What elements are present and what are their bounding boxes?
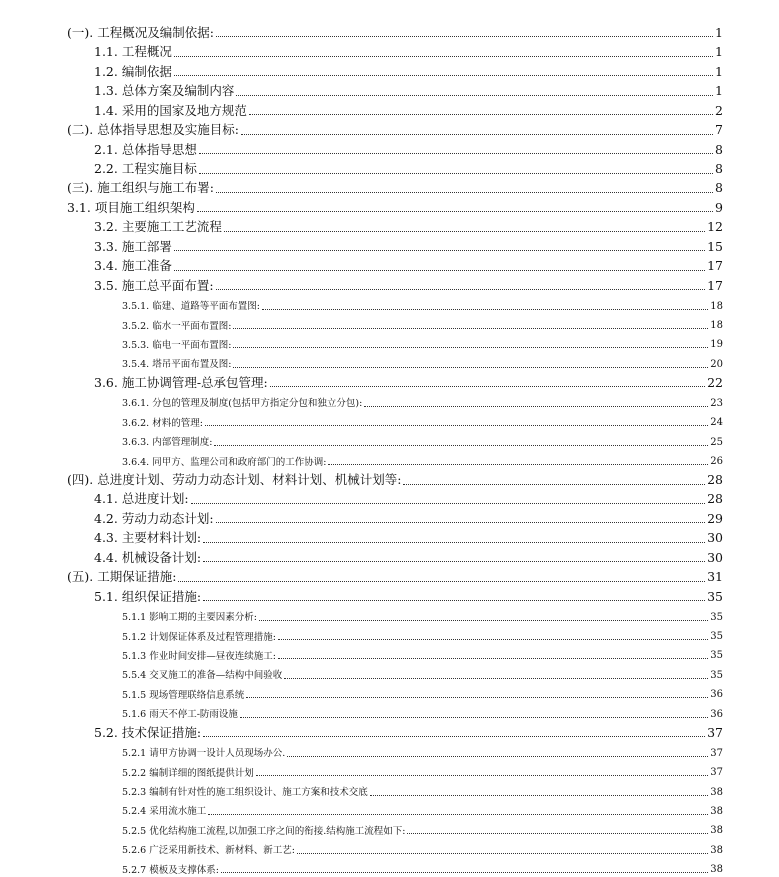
toc-entry-title: 5.2.2 编制详细的图纸提供计划 bbox=[122, 767, 254, 779]
toc-entry[interactable] bbox=[0, 722, 779, 741]
toc-entry-page-number: 7 bbox=[715, 122, 723, 138]
toc-entry[interactable] bbox=[0, 644, 779, 663]
toc-entry-page-number: 8 bbox=[715, 161, 723, 176]
toc-entry[interactable] bbox=[0, 858, 779, 877]
toc-entry-page-number: 29 bbox=[707, 510, 723, 526]
toc-entry[interactable] bbox=[0, 625, 779, 644]
toc-entry-title: 4.1. 总进度计划: bbox=[94, 491, 189, 507]
toc-entry-title: 1.1. 工程概况 bbox=[94, 44, 172, 60]
dot-leader bbox=[174, 75, 713, 76]
toc-entry[interactable] bbox=[0, 294, 779, 313]
dot-leader bbox=[205, 425, 708, 426]
toc-entry-title: 5.2.5 优化结构施工流程,以加强工序之间的衔接.结构施工流程如下: bbox=[122, 825, 406, 837]
dot-leader bbox=[233, 328, 708, 329]
toc-entry-title: 5.2.6 广泛采用新技术、新材料、新工艺: bbox=[122, 845, 295, 857]
toc-entry-page-number: 17 bbox=[707, 277, 723, 293]
dot-leader bbox=[370, 795, 709, 796]
toc-entry-title: 3.4. 施工准备 bbox=[94, 258, 172, 274]
toc-entry[interactable] bbox=[0, 22, 779, 41]
toc-entry-title: 3.6.3. 内部管理制度: bbox=[122, 437, 213, 449]
toc-entry-page-number: 1 bbox=[715, 24, 723, 40]
toc-entry[interactable] bbox=[0, 372, 779, 391]
toc-entry-title: 3.6.2. 材料的管理: bbox=[122, 417, 203, 429]
toc-entry[interactable] bbox=[0, 236, 779, 255]
toc-entry-title: 5.1.5 现场管理联络信息系统 bbox=[122, 689, 245, 701]
toc-entry-page-number: 36 bbox=[710, 708, 723, 720]
toc-entry-title: (五). 工期保证措施: bbox=[67, 569, 177, 585]
toc-entry-title: 3.6.4. 同甲方、监理公司和政府部门的工作协调: bbox=[122, 456, 327, 468]
dot-leader bbox=[284, 678, 708, 679]
toc-entry-page-number: 30 bbox=[707, 530, 723, 546]
toc-entry-page-number: 1 bbox=[715, 44, 723, 60]
toc-entry-page-number: 2 bbox=[715, 102, 723, 118]
dot-leader bbox=[216, 36, 713, 37]
toc-entry[interactable] bbox=[0, 100, 779, 119]
dot-leader bbox=[216, 192, 713, 193]
dot-leader bbox=[203, 600, 705, 601]
toc-entry-title: 5.1.1 影响工期的主要因素分析: bbox=[122, 612, 257, 624]
toc-entry-title: 3.5.4. 塔吊平面布置及图: bbox=[122, 359, 232, 371]
toc-entry-page-number: 35 bbox=[710, 669, 723, 681]
toc-entry[interactable] bbox=[0, 508, 779, 527]
dot-leader bbox=[178, 581, 705, 582]
toc-entry-title: (一). 工程概况及编制依据: bbox=[67, 24, 214, 40]
toc-entry-page-number: 37 bbox=[710, 747, 723, 759]
toc-entry-title: 3.5. 施工总平面布置: bbox=[94, 277, 214, 293]
dot-leader bbox=[203, 542, 705, 543]
dot-leader bbox=[297, 853, 708, 854]
toc-entry[interactable] bbox=[0, 469, 779, 488]
toc-entry-page-number: 19 bbox=[710, 339, 723, 351]
dot-leader bbox=[328, 464, 708, 465]
toc-entry[interactable] bbox=[0, 333, 779, 352]
toc-entry-title: 3.3. 施工部署 bbox=[94, 238, 172, 254]
toc-entry-title: 5.1.6 雨天不停工-防雨设施 bbox=[122, 709, 238, 721]
toc-entry-title: 4.4. 机械设备计划: bbox=[94, 549, 202, 565]
toc-entry-page-number: 38 bbox=[710, 805, 723, 817]
toc-entry-title: 5.1.3 作业时间安排—昼夜连续施工: bbox=[122, 650, 276, 662]
dot-leader bbox=[224, 231, 705, 232]
toc-entry[interactable] bbox=[0, 527, 779, 546]
toc-entry-page-number: 30 bbox=[707, 549, 723, 565]
toc-entry-page-number: 28 bbox=[707, 491, 723, 507]
dot-leader bbox=[241, 134, 713, 135]
toc-entry-title: 3.5.3. 临电一平面布置图: bbox=[122, 339, 232, 351]
dot-leader bbox=[249, 114, 713, 115]
toc-entry[interactable] bbox=[0, 255, 779, 274]
dot-leader bbox=[221, 872, 708, 873]
toc-entry-page-number: 1 bbox=[715, 83, 723, 99]
toc-entry-title: 5.1. 组织保证措施: bbox=[94, 588, 202, 604]
toc-entry-page-number: 35 bbox=[710, 631, 723, 642]
toc-entry-page-number: 20 bbox=[710, 358, 723, 370]
dot-leader bbox=[233, 367, 708, 368]
toc-entry-page-number: 38 bbox=[710, 844, 723, 856]
toc-entry[interactable] bbox=[0, 547, 779, 566]
toc-entry-page-number: 15 bbox=[707, 238, 723, 254]
dot-leader bbox=[216, 289, 706, 290]
toc-entry[interactable] bbox=[0, 430, 779, 449]
dot-leader bbox=[208, 814, 708, 815]
toc-entry-page-number: 8 bbox=[715, 180, 723, 196]
toc-entry[interactable] bbox=[0, 800, 779, 819]
dot-leader bbox=[203, 736, 705, 737]
dot-leader bbox=[246, 697, 708, 698]
toc-entry-title: 5.2.3 编制有针对性的施工组织设计、施工方案和技术交底 bbox=[122, 787, 368, 798]
toc-entry[interactable] bbox=[0, 819, 779, 838]
dot-leader bbox=[199, 173, 713, 174]
dot-leader bbox=[403, 484, 705, 485]
dot-leader bbox=[278, 639, 708, 640]
toc-entry[interactable] bbox=[0, 119, 779, 138]
toc-entry[interactable] bbox=[0, 197, 779, 216]
toc-entry-title: 5.2.7 模板及支撑体系: bbox=[122, 864, 219, 876]
dot-leader bbox=[236, 95, 713, 96]
dot-leader bbox=[191, 503, 706, 504]
dot-leader bbox=[174, 270, 705, 271]
toc-entry[interactable] bbox=[0, 80, 779, 99]
toc-entry-page-number: 26 bbox=[710, 456, 723, 468]
toc-entry[interactable] bbox=[0, 605, 779, 624]
toc-entry-page-number: 22 bbox=[707, 374, 723, 390]
toc-entry-page-number: 18 bbox=[710, 300, 723, 312]
toc-entry-page-number: 36 bbox=[710, 689, 723, 701]
toc-entry[interactable] bbox=[0, 314, 779, 333]
toc-entry-title: 4.2. 劳动力动态计划: bbox=[94, 510, 214, 526]
dot-leader bbox=[174, 56, 713, 57]
toc-entry[interactable] bbox=[0, 586, 779, 605]
toc-entry-title: 1.4. 采用的国家及地方规范 bbox=[94, 102, 247, 118]
toc-entry-page-number: 24 bbox=[710, 417, 723, 429]
toc-entry[interactable] bbox=[0, 450, 779, 469]
toc-entry-page-number: 28 bbox=[707, 472, 723, 487]
toc-entry[interactable] bbox=[0, 741, 779, 760]
toc-entry-title: 5.2.1 请甲方协调一设计人员现场办公. bbox=[122, 748, 286, 760]
toc-entry-title: 5.5.4 交叉施工的准备—结构中间验收 bbox=[122, 670, 283, 682]
dot-leader bbox=[240, 717, 708, 718]
dot-leader bbox=[270, 386, 705, 387]
toc-entry-page-number: 35 bbox=[707, 588, 723, 604]
dot-leader bbox=[407, 833, 708, 834]
toc-entry-title: 5.2.4 采用流水施工 bbox=[122, 806, 207, 818]
toc-entry[interactable] bbox=[0, 761, 779, 780]
toc-entry-title: 1.2. 编制依据 bbox=[94, 63, 172, 79]
dot-leader bbox=[214, 445, 708, 446]
dot-leader bbox=[199, 153, 713, 154]
toc-entry-page-number: 1 bbox=[715, 63, 723, 79]
toc-entry[interactable] bbox=[0, 702, 779, 721]
toc-entry-page-number: 38 bbox=[710, 786, 723, 798]
toc-entry[interactable] bbox=[0, 61, 779, 80]
dot-leader bbox=[203, 561, 705, 562]
toc-entry-title: (三). 施工组织与施工布署: bbox=[67, 180, 214, 196]
toc-entry[interactable] bbox=[0, 216, 779, 235]
toc-entry[interactable] bbox=[0, 275, 779, 294]
toc-entry[interactable] bbox=[0, 391, 779, 410]
toc-entry-page-number: 37 bbox=[710, 767, 723, 779]
table-of-contents bbox=[0, 22, 779, 877]
toc-entry[interactable] bbox=[0, 158, 779, 177]
toc-entry[interactable] bbox=[0, 139, 779, 158]
dot-leader bbox=[197, 211, 713, 212]
toc-entry-page-number: 23 bbox=[710, 397, 723, 409]
toc-entry-page-number: 18 bbox=[710, 320, 723, 331]
dot-leader bbox=[278, 658, 708, 659]
toc-entry-page-number: 12 bbox=[707, 219, 723, 235]
dot-leader bbox=[364, 406, 708, 407]
dot-leader bbox=[262, 309, 708, 310]
toc-entry-page-number: 37 bbox=[707, 724, 723, 740]
toc-entry[interactable] bbox=[0, 780, 779, 799]
toc-entry-page-number: 35 bbox=[710, 611, 723, 623]
toc-entry-title: 5.1.2 计划保证体系及过程管理措施: bbox=[122, 631, 276, 643]
toc-entry[interactable] bbox=[0, 663, 779, 682]
toc-entry-title: 3.5.2. 临水一平面布置图: bbox=[122, 320, 232, 332]
dot-leader bbox=[216, 522, 706, 523]
toc-entry[interactable] bbox=[0, 41, 779, 60]
toc-entry-page-number: 9 bbox=[715, 199, 723, 215]
dot-leader bbox=[287, 756, 708, 757]
toc-entry[interactable] bbox=[0, 489, 779, 508]
toc-entry-title: 3.6. 施工协调管理-总承包管理: bbox=[94, 374, 268, 390]
toc-entry-title: (二). 总体指导思想及实施目标: bbox=[67, 122, 239, 138]
toc-entry-title: 3.5.1. 临建、道路等平面布置图: bbox=[122, 301, 260, 313]
toc-entry-page-number: 25 bbox=[710, 436, 723, 448]
dot-leader bbox=[259, 620, 708, 621]
toc-entry-title: 1.3. 总体方案及编制内容 bbox=[94, 83, 235, 99]
toc-entry-title: 5.2. 技术保证措施: bbox=[94, 724, 202, 740]
toc-entry[interactable] bbox=[0, 683, 779, 702]
toc-entry[interactable] bbox=[0, 411, 779, 430]
toc-entry-title: 2.2. 工程实施目标 bbox=[94, 161, 197, 176]
toc-entry[interactable] bbox=[0, 566, 779, 585]
toc-entry-title: 3.1. 项目施工组织架构 bbox=[67, 199, 195, 215]
toc-entry-page-number: 31 bbox=[707, 569, 723, 585]
toc-entry-page-number: 38 bbox=[710, 825, 723, 837]
toc-entry-title: 3.6.1. 分包的管理及制度(包括甲方指定分包和独立分包): bbox=[122, 398, 363, 410]
toc-entry-page-number: 35 bbox=[710, 650, 723, 662]
toc-entry[interactable] bbox=[0, 178, 779, 197]
dot-leader bbox=[174, 250, 705, 251]
dot-leader bbox=[233, 347, 708, 348]
toc-entry[interactable] bbox=[0, 352, 779, 371]
toc-entry-page-number: 17 bbox=[707, 258, 723, 274]
toc-entry-page-number: 8 bbox=[715, 141, 723, 157]
toc-entry-title: 2.1. 总体指导思想 bbox=[94, 141, 197, 157]
toc-entry-title: 3.2. 主要施工工艺流程 bbox=[94, 219, 222, 235]
dot-leader bbox=[256, 775, 709, 776]
toc-entry-title: (四). 总进度计划、劳动力动态计划、材料计划、机械计划等: bbox=[67, 472, 402, 487]
toc-entry-title: 4.3. 主要材料计划: bbox=[94, 530, 202, 546]
toc-entry-page-number: 38 bbox=[710, 864, 723, 876]
